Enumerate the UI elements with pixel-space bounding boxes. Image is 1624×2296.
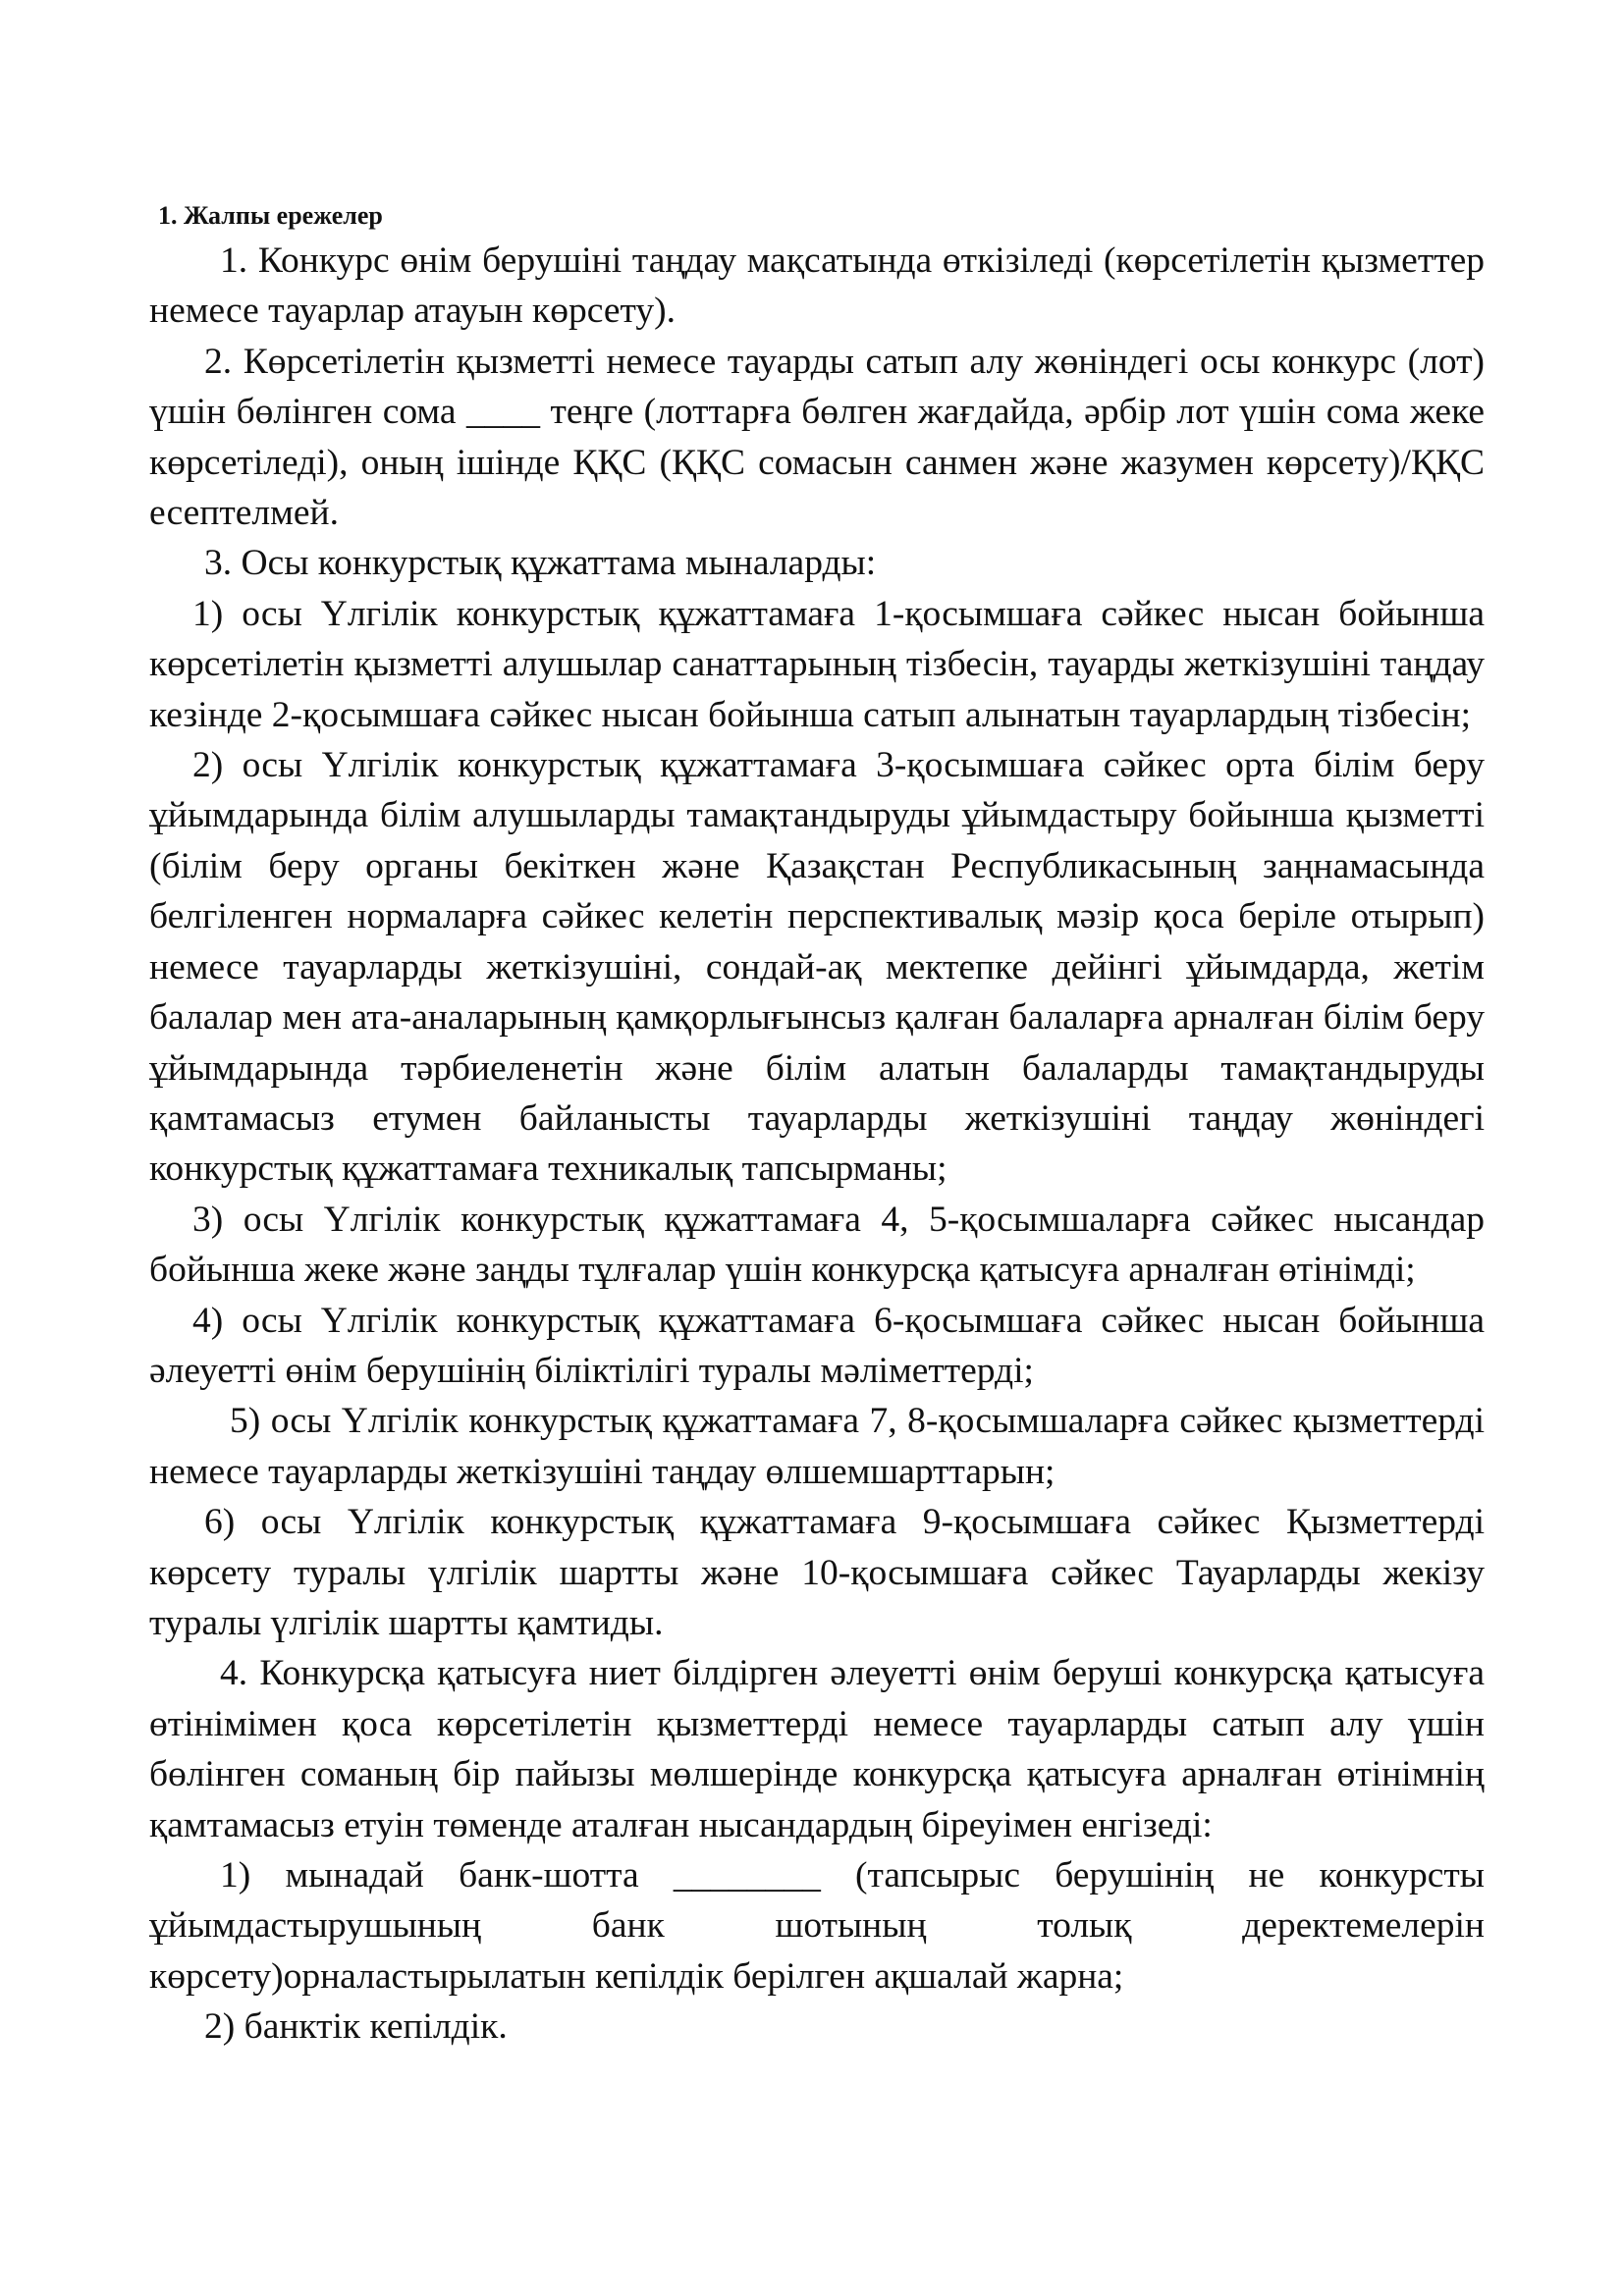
paragraph-4: 4. Конкурсқа қатысуға ниет білдірген әлеуетті өнім беруші конкурсқа қатысуға өтінімімен қоса көрсетілетін қызметтерді немесе тауарларды сатып алу үшін бөлінген соманың бір пайызы мөлшерінде конкурсқа қатысуға арналған өтінімнің қамтамасыз етуін төменде аталған нысандардың біреуімен енгізеді: — [149, 1653, 1485, 1845]
paragraph-1: 1. Конкурс өнім берушіні таңдау мақсатында өткізіледі (көрсетілетін қызметтер немесе тауарлар атауын көрсету). — [149, 240, 1485, 332]
list-item-3: 3) осы Үлгілік конкурстық құжаттамаға 4, 5-қосымшаларға сәйкес нысандар бойынша жеке және заңды тұлғалар үшін конкурсқа қатысуға арналған өтінімді; — [149, 1199, 1485, 1291]
sublist-item-2: 2) банктік кепілдік. — [204, 2006, 508, 2048]
list-item-2: 2) осы Үлгілік конкурстық құжаттамаға 3-қосымшаға сәйкес орта білім беру ұйымдарында білім алушыларды тамақтандыруды ұйымдастыру бойынша қызметті (білім беру органы бекіткен және Қазақстан Республикасының заңнамасында белгіленген нормаларға сәйкес келетін перспективалық мәзір қоса беріле отырып) немесе тауарларды жеткізушіні, сондай-ақ мектепке дейінгі ұйымдарда, жетім балалар мен ата-аналарының қамқорлығынсыз қалған балаларға арналған білім беру ұйымдарында тәрбиеленетін және білім алатын балаларды тамақтандыруды қамтамасыз етумен байланысты тауарларды жеткізушіні таңдау жөніндегі конкурстық құжаттамаға техникалық тапсырманы; — [149, 745, 1485, 1190]
paragraph-2: 2. Көрсетілетін қызметті немесе тауарды сатып алу жөніндегі осы конкурс (лот) үшін бөлінген сома ____ теңге (лоттарға бөлген жағдайда, әрбір лот үшін сома жеке көрсетіледі), оның ішінде ҚҚС (ҚҚС сомасын санмен және жазумен көрсету)/ҚҚС есептелмей. — [149, 341, 1485, 534]
paragraph-3: 3. Осы конкурстық құжаттама мыналарды: — [204, 543, 877, 584]
list-item-1: 1) осы Үлгілік конкурстық құжаттамаға 1-қосымшаға сәйкес нысан бойынша көрсетілетін қызметті алушылар санаттарының тізбесін, тауарды жеткізушіні таңдау кезінде 2-қосымшаға сәйкес нысан бойынша сатып алынатын тауарлардың тізбесін; — [149, 593, 1485, 735]
list-item-4: 4) осы Үлгілік конкурстық құжаттамаға 6-қосымшаға сәйкес нысан бойынша әлеуетті өнім берушінің біліктілігі туралы мәліметтерді; — [149, 1300, 1485, 1391]
document-body — [149, 236, 1485, 2053]
section-heading: 1. Жалпы ережелер — [158, 201, 383, 230]
list-item-5: 5) осы Үлгілік конкурстық құжаттамаға 7, 8-қосымшаларға сәйкес қызметтерді немесе тауарларды жеткізушіні таңдау өлшемшарттарын; — [149, 1401, 1485, 1492]
list-item-6: 6) осы Үлгілік конкурстық құжаттамаға 9-қосымшаға сәйкес Қызметтерді көрсету туралы үлгілік шартты және 10-қосымшаға сәйкес Тауарларды жекізу туралы үлгілік шартты қамтиды. — [149, 1502, 1485, 1643]
sublist-item-1: 1) мынадай банк-шотта ________ (тапсырыс берушінің не конкурсты ұйымдастырушының банк шотының толық деректемелерін көрсету)орналастырылатын кепілдік берілген ақшалай жарна; — [149, 1855, 1485, 1997]
